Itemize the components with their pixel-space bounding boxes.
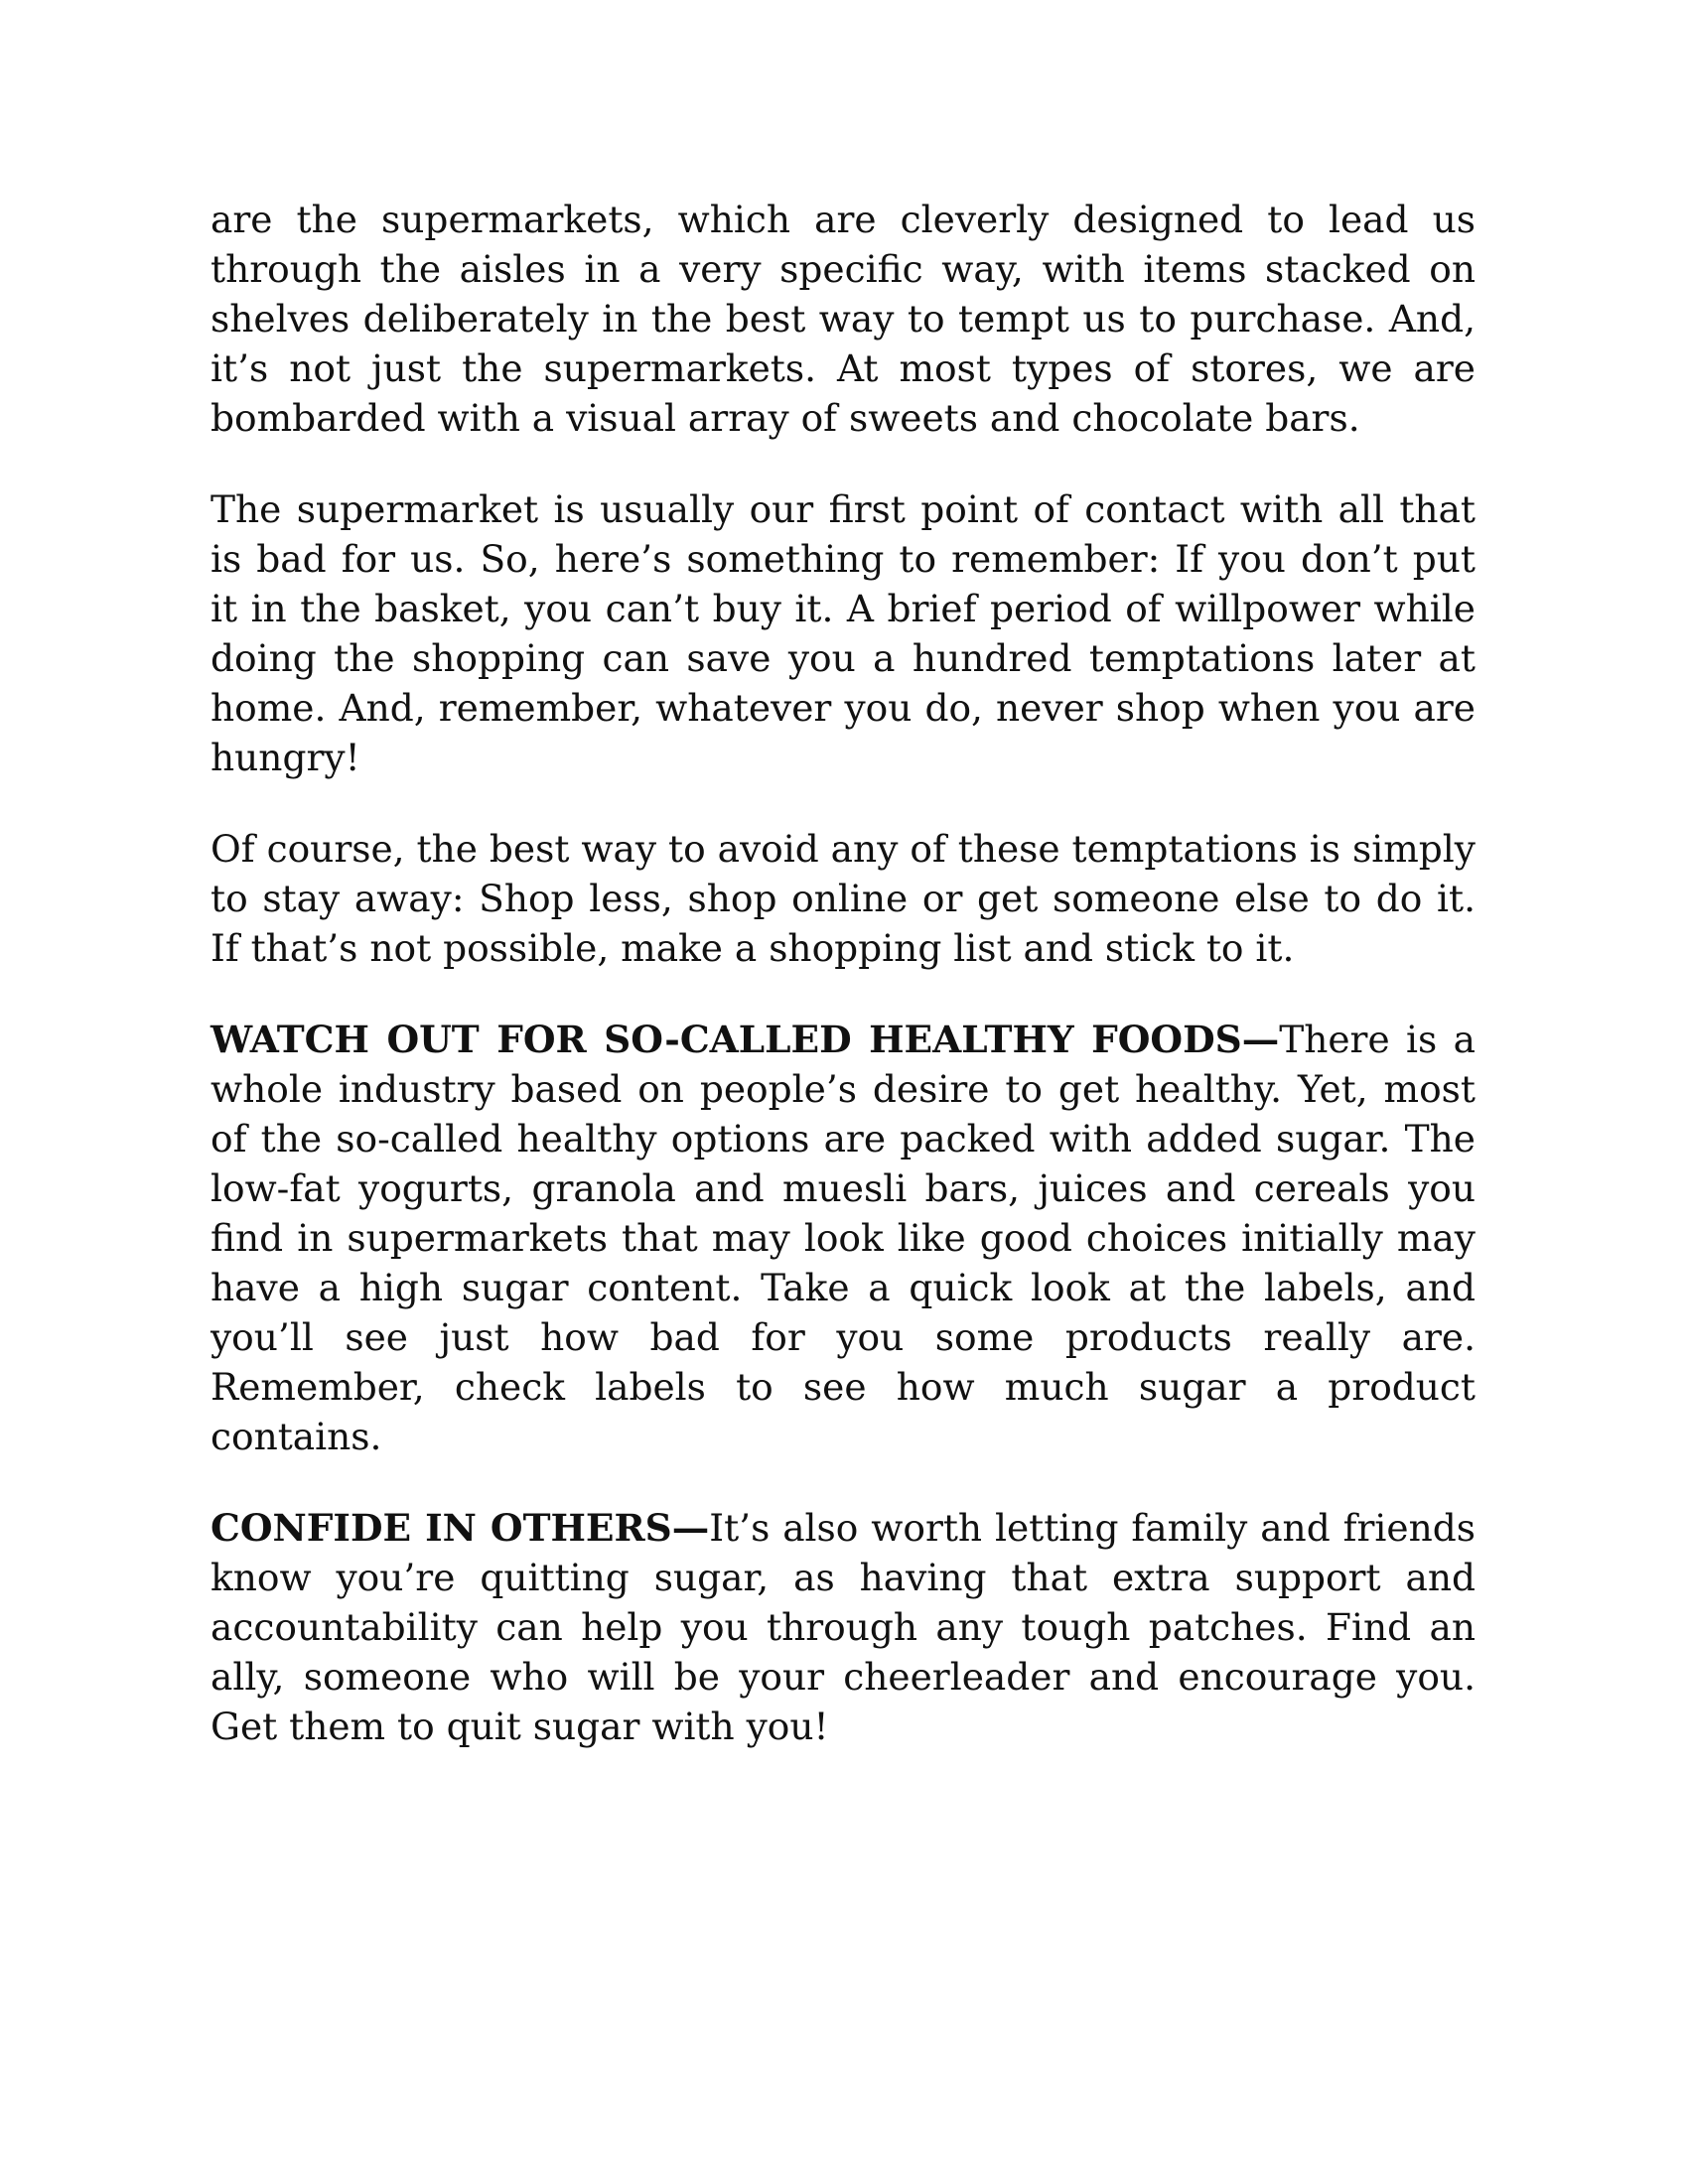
paragraph-stay-away [211,824,1476,973]
paragraph-confide [211,1503,1476,1751]
paragraph-text: There is a whole industry based on people’s desire to get healthy. Yet, most of the so-called healthy options are packed with added sugar. The low-fat yogurts, granola and muesli bars, juices and cereals you find in supermarkets that may look like good choices initially may have a high sugar content. Take a quick look at the labels, and you’ll see just how bad for you some products really are. Remember, check labels to see how much sugar a product contains. [211,1018,1476,1458]
section-heading-healthy-foods: WATCH OUT FOR SO-CALLED HEALTHY FOODS— [211,1018,1280,1061]
paragraph-text: It’s also worth letting family and friends know you’re quitting sugar, as having that extra support and accountability can help you through any tough patches. Find an ally, someone who will be your cheerleader and encourage you. Get them to quit sugar with you! [211,1506,1476,1748]
paragraph-supermarkets [211,195,1476,443]
paragraph-text: are the supermarkets, which are cleverly designed to lead us through the aisles in a very specific way, with items stacked on shelves deliberately in the best way to tempt us to purchase. And, it’s not just the supermarkets. At most types of stores, we are bombarded with a visual array of sweets and chocolate bars. [211,198,1476,440]
section-heading-confide: CONFIDE IN OTHERS— [211,1506,710,1550]
paragraph-healthy-foods [211,1015,1476,1461]
page-body [211,195,1476,1793]
paragraph-text: Of course, the best way to avoid any of these temptations is simply to stay away: Shop less, shop online or get someone else to do it. If that’s not possible, make a shopping list and stick to it. [211,827,1476,970]
paragraph-text: The supermarket is usually our first point of contact with all that is bad for us. So, here’s something to remember: If you don’t put it in the basket, you can’t buy it. A brief period of willpower while doing the shopping can save you a hundred temptations later at home. And, remember, whatever you do, never shop when you are hungry! [211,487,1476,779]
paragraph-first-contact [211,484,1476,782]
